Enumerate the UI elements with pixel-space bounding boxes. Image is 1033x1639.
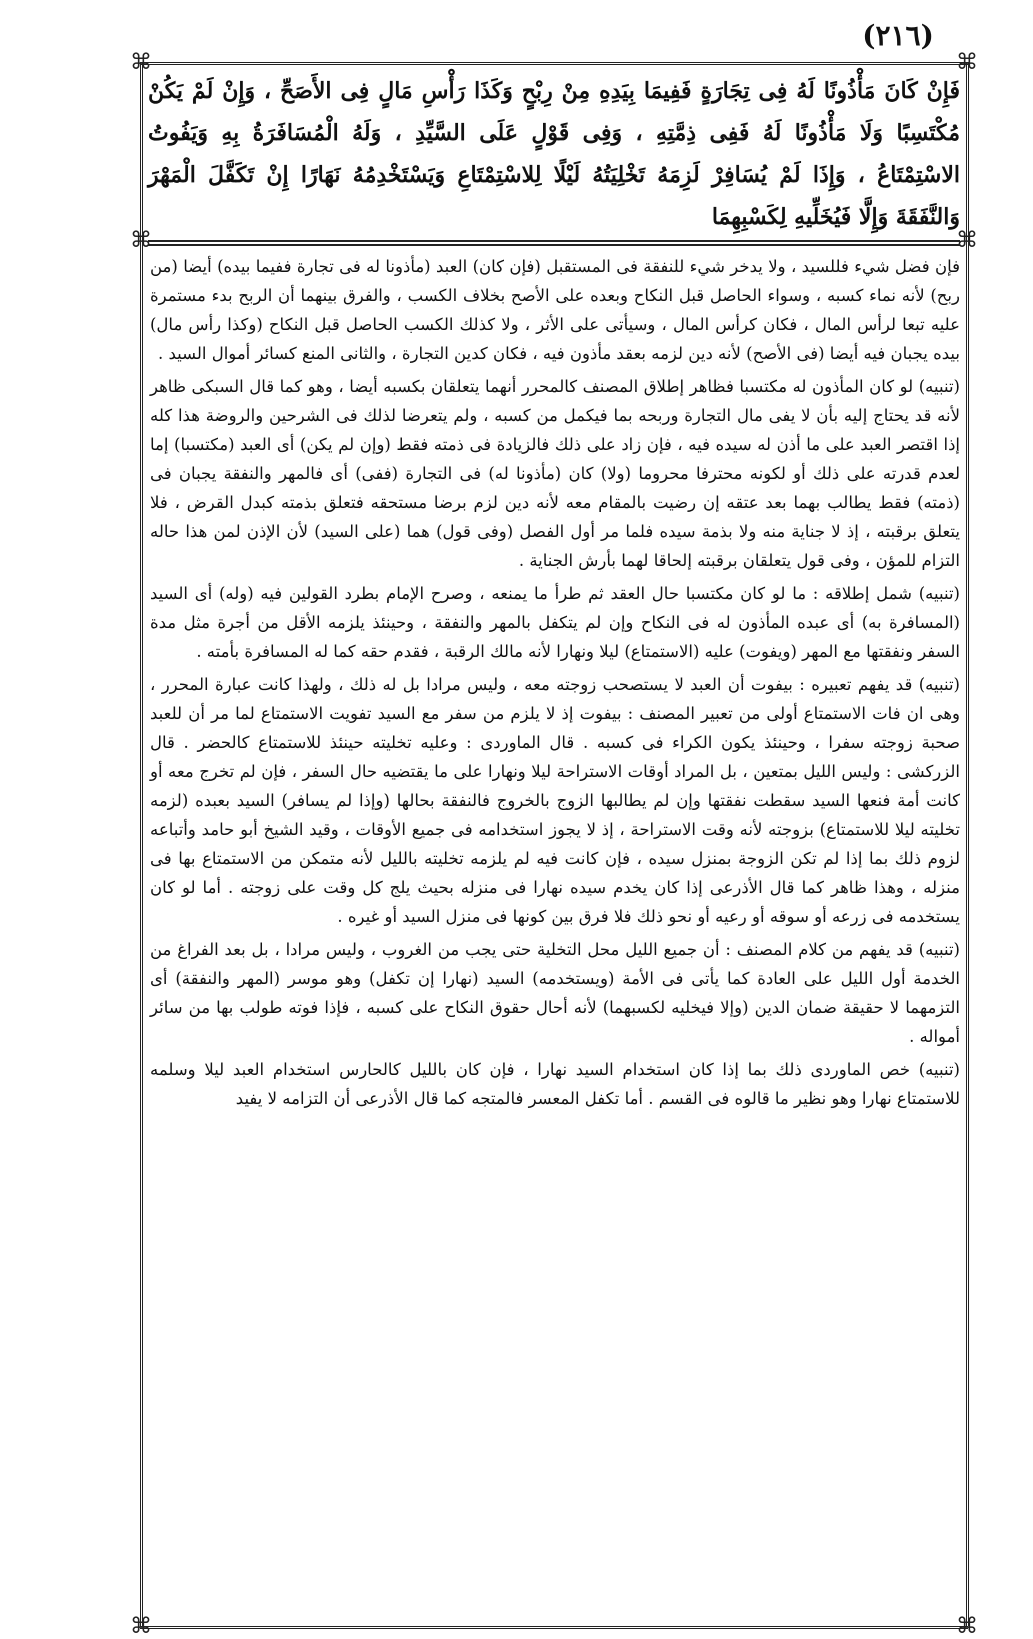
- sharh-commentary: [150, 252, 960, 1597]
- sharh-paragraph: (تنبيه) شمل إطلاقه : ما لو كان مكتسبا حال العقد ثم طرأ ما يمنعه ، وصرح الإمام بطرد القولين فيه (وله) أى السيد (المسافرة به) أى عبده المأذون له فى النكاح وإن لم يتكفل بالمهر والنفقة ، وحينئذ يلزمه الأقل من أجرة مثل مدة السفر ونفقتها مع المهر (ويفوت) عليه (الاستمتاع) ليلا ونهارا لأنه مالك الرقبة ، فقدم حقه كما له المسافرة بأمته .: [150, 584, 960, 661]
- sharh-paragraph: (تنبيه) قد يفهم من كلام المصنف : أن جميع الليل محل التخلية حتى يجب من الغروب ، وليس مرادا ، بل بعد الفراغ من الخدمة أول الليل على العادة كما يأتى فى الأمة (ويستخدمه) السيد (نهارا إن تكفل) وهو موسر (المهر والنفقة) أى التزمهما لا حقيقة ضمان الدين (وإلا فيخليه لكسبهما) لأنه أحال حقوق النكاح على كسبه ، فإذا فوته طولب بها من سائر أمواله .: [150, 940, 960, 1046]
- ornament-mid-right-icon: ⌘: [956, 228, 978, 253]
- ornament-bottom-right-icon: ⌘: [956, 1614, 978, 1639]
- right-border: [966, 62, 969, 1626]
- ornament-top-right-icon: ⌘: [956, 50, 978, 75]
- ornament-bottom-left-icon: ⌘: [130, 1614, 152, 1639]
- ornament-top-left-icon: ⌘: [130, 50, 152, 75]
- top-border: [140, 62, 968, 65]
- sharh-paragraph: فإن فضل شيء فللسيد ، ولا يدخر شيء للنفقة فى المستقبل (فإن كان) العبد (مأذونا له فى تجارة ففيما بيده) أيضا (من ربح) لأنه نماء كسبه ، وسواء الحاصل قبل النكاح وبعده على الأصح بخلاف الكسب ، والفرق بينهما أن الربح بدء مستمرة عليه تبعا لرأس المال ، فكان كرأس المال ، وسيأتى على الأثر ، ولا كذلك الكسب الحاصل قبل النكاح (وكذا رأس مال) بيده يجبان فيه أيضا (فى الأصح) لأنه دين لزمه بعقد مأذون فيه ، فكان كدين التجارة ، والثانى المنع كسائر أموال السيد .: [150, 257, 960, 363]
- page-number: (٢١٦): [862, 19, 934, 52]
- frame-bottom-border-displayed: [140, 1626, 968, 1629]
- left-border: [140, 62, 143, 1626]
- sharh-paragraph: (تنبيه) لو كان المأذون له مكتسبا فظاهر إطلاق المصنف كالمحرر أنهما يتعلقان بكسبه أيضا ، وهو كما قال السبكى ظاهر لأنه قد يحتاج إليه بأن لا يفى مال التجارة وربحه بما فيكمل من كسبه ، ولم يتعرضا لذلك فى الشرحين والروضة هذا كله إذا اقتصر العبد على ما أذن له سيده فيه ، فإن زاد على ذلك فالزيادة فى ذمته فقط (وإن لم يكن) أى العبد (مكتسبا) إما لعدم قدرته على ذلك أو لكونه محترفا محروما (ولا) كان (مأذونا له) فى التجارة (ففى) أى فالمهر والنفقة يجبان فى (ذمته) فقط يطالب بهما بعد عتقه إن رضيت بالمقام معه لأنه دين لزم برضا مستحقه فتعلق بذمته كبدل القرض ، فلا يتعلق برقبته ، إذ لا جناية منه ولا بذمة سيده فلما مر أول الفصل (وفى قول) هما (على السيد) لأن الإذن لمن هذا حاله التزام للمؤن ، وفى قول يتعلقان برقبته إلحاقا لهما بأرش الجناية .: [150, 377, 960, 570]
- ornament-mid-left-icon: ⌘: [130, 228, 152, 253]
- matn-separator-second: [148, 244, 960, 246]
- sharh-paragraph: (تنبيه) خص الماوردى ذلك بما إذا كان استخدام السيد نهارا ، فإن كان بالليل كالحارس استخدام العبد ليلا وسلمه للاستمتاع نهارا وهو نظير ما قالوه فى القسم . أما تكفل المعسر فالمتجه كما قال الأذرعى أن التزامه لا يفيد: [150, 1060, 960, 1108]
- matn-separator: [148, 240, 960, 242]
- sharh-paragraph: (تنبيه) قد يفهم تعبيره : بيفوت أن العبد لا يستصحب زوجته معه ، وليس مرادا بل له ذلك ، ولهذا كانت عبارة المحرر ، وهى ان فات الاستمتاع أولى من تعبير المصنف : بيفوت إذ لا يلزم من سفر مع السيد تفويت الاستمتاع لما مر أن للعبد صحبة زوجته سفرا ، وحينئذ يكون الكراء فى كسبه . قال الماوردى : وعليه تخليته حينئذ للاستمتاع كالحضر . قال الزركشى : وليس الليل بمتعين ، بل المراد أوقات الاستراحة ليلا ونهارا على ما يقتضيه حال السفر ، فإن لم تخرج معه أو كانت أمة فنعها السيد سقطت نفقتها وإن لم يطالبها الزوج بالخروج فالنفقة بحالها (وإذا لم يسافر) السيد بعبده (لزمه تخليته ليلا للاستمتاع) بزوجته لأنه وقت الاستراحة ، إذ لا يجوز استخدامه فى جميع الأوقات ، وقيد الشيخ أبو حامد وأتباعه لزوم ذلك بما إذا لم تكن الزوجة بمنزل سيده ، فإن كانت فيه لم يلزمه تخليته بالليل لأنه متمكن من الاستمتاع بها فى منزله ، وهذا ظاهر كما قال الأذرعى إذا كان يخدم سيده نهارا فى منزله بحيث يلج كل وقت على زوجته . أما لو كان يستخدمه فى زرعه أو سوقه أو رعيه أو نحو ذلك فلا فرق بين كونها فى منزل السيد أو غيره .: [150, 675, 960, 926]
- matn-text: فَإِنْ كَانَ مَأْذُونًا لَهُ فِى تِجَارَةٍ فَفِيمَا بِيَدِهِ مِنْ رِبْحٍ وَكَذَا رَأْسِ مَالٍ فِى الأَصَحِّ ، وَإِنْ لَمْ يَكُنْ مُكْتَسِبًا وَلَا مَأْذُونًا لَهُ فَفِى ذِمَّتِهِ ، وَفِى قَوْلٍ عَلَى السَّيِّدِ ، وَلَهُ الْمُسَافَرَةُ بِهِ وَيَفُوتُ الاسْتِمْتَاعُ ، وَإِذَا لَمْ يُسَافِرْ لَزِمَهُ تَخْلِيَتُهُ لَيْلًا لِلاسْتِمْتَاعِ وَيَسْتَخْدِمُهُ نَهَارًا إِنْ تَكَفَّلَ الْمَهْرَ وَالنَّفَقَةَ وَإِلَّا فَيُخَلِّيهِ لِكَسْبِهِمَا: [148, 78, 960, 230]
